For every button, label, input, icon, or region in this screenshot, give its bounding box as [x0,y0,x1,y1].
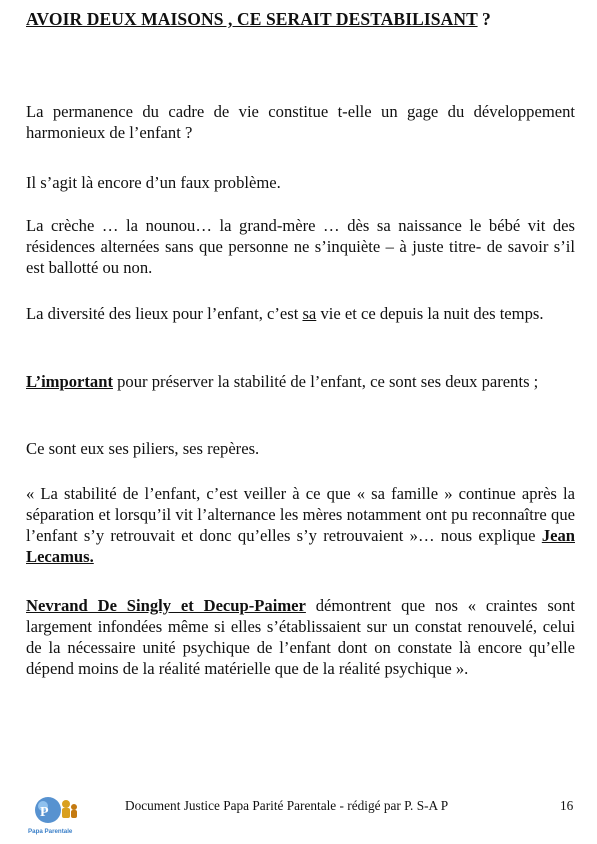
page-title [26,9,491,30]
paragraph-6: Ce sont eux ses piliers, ses repères. [26,439,260,458]
paragraph-7-quote: « La stabilité de l’enfant, c’est veiller à ce que « sa famille » continue après la séparation et lorsqu’il vit l’alternance les mères notamment ont pu reconnaître que l’enfant s’y retrouvait et donc qu’elles s’y retrouvaient »… nous explique [26,484,575,545]
paragraph-8-text: démontrent que nos « craintes sont largement infondées même si elles s’établissaient sur un constat renouvelé, celui de la nécessaire unité psychique de l’enfant dont on constate là encore qu’elle dépend moins de la réalité matérielle que de la réalité psychique ». [26,596,575,678]
title-main: AVOIR DEUX MAISONS , CE SERAIT DESTABILISANT [26,9,478,29]
paragraph-5 [26,371,575,392]
svg-text:P: P [40,805,49,820]
paragraph-2: Il s’agit là encore d’un faux problème. [26,173,281,192]
logo-wordmark: Papa Parentale [28,828,73,835]
paragraph-7 [26,483,575,567]
paragraph-5-emphasis: L’important [26,372,113,391]
paragraph-3: La crèche … la nounou… la grand-mère … dès sa naissance le bébé vit des résidences alternées sans que personne ne s’inquiète – à juste titre- de savoir s’il est ballotté ou non. [26,216,575,277]
footer-text: Document Justice Papa Parité Parentale - rédigé par P. S-A P [125,798,449,813]
paragraph-4-emphasis: sa [302,304,317,323]
paragraph-8-authors: Nevrand De Singly et Decup-Paimer [26,596,306,615]
page-number: 16 [560,798,574,813]
paragraph-4-text-c: vie et ce depuis la nuit des temps. [316,304,544,323]
paragraph-4 [26,303,575,324]
paragraph-5-text: pour préserver la stabilité de l’enfant, ce sont ses deux parents ; [112,372,539,391]
association-logo [26,792,88,836]
page-footer [0,788,597,838]
paragraph-1: La permanence du cadre de vie constitue t-elle un gage du développement harmonieux de l’enfant ? [26,102,575,142]
paragraph-8 [26,595,575,679]
paragraph-4-text-a: La diversité des lieux pour l’enfant, c’est [26,304,303,323]
paragraph-7-author: Jean Lecamus. [26,526,575,566]
title-suffix: ? [477,9,491,29]
